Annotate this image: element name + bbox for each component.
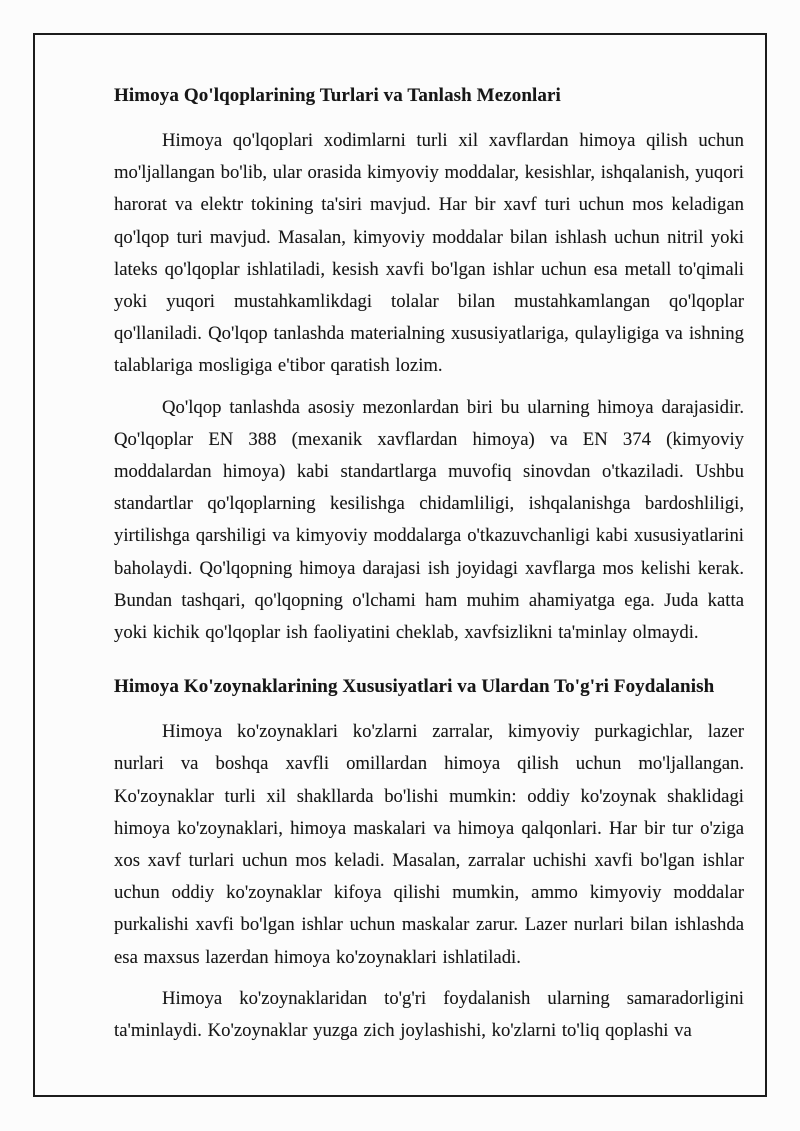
paragraph-gloves-2: Qo'lqop tanlashda asosiy mezonlardan biri bu ularning himoya darajasidir. Qo'lqoplar EN 388 (mexanik xavflardan himoya) va EN 374 (kimyoviy moddalardan himoya) kabi standartlarga muvofiq sinovdan o'tkaziladi. Ushbu standartlar qo'lqoplarning kesilishga chidamliligi, ishqalanishga bardoshliligi, yirtilishga qarshiligi va kimyoviy moddalarga o'tkazuvchanligi kabi xususiyatlarini baholaydi. Qo'lqopning himoya darajasi ish joyidagi xavflarga mos kelishi kerak. Bundan tashqari, qo'lqopning o'lchami ham muhim ahamiyatga ega. Juda katta yoki kichik qo'lqoplar ish faoliyatini cheklab, xavfsizlikni ta'minlay olmaydi. [114,396,744,644]
paragraph-goggles-1: Himoya ko'zoynaklari ko'zlarni zarralar, kimyoviy purkagichlar, lazer nurlari va boshqa xavfli omillardan himoya qilish uchun mo'ljallangan. Ko'zoynaklar turli xil shakllarda bo'lishi mumkin: oddiy ko'zoynak shaklidagi himoya ko'zoynaklari, himoya maskalari va himoya qalqonlari. Har bir tur o'ziga xos xavf turlari uchun mos keladi. Masalan, zarralar uchishi xavfi bo'lgan ishlar uchun oddiy ko'zoynaklar kifoya qilishi mumkin, ammo kimyoviy moddalar purkalishi xavfi bo'lgan ishlar uchun maskalar zarur. Lazer nurlari bilan ishlashda esa maxsus lazerdan himoya ko'zoynaklari ishlatiladi. [114,721,744,968]
paragraph-goggles-2: Himoya ko'zoynaklaridan to'g'ri foydalanish ularning samaradorligini ta'minlaydi. Ko'zoynaklar yuzga zich joylashishi, ko'zlarni to'liq qoplashi va [114,987,744,1042]
section-heading-gloves: Himoya Qo'lqoplarining Turlari va Tanlash Mezonlari [114,85,561,106]
page-border-frame [33,33,767,1097]
paragraph-gloves-1: Himoya qo'lqoplari xodimlarni turli xil xavflardan himoya qilish uchun mo'ljallangan bo'lib, ular orasida kimyoviy moddalar, kesishlar, ishqalanish, yuqori harorat va elektr tokining ta'siri mavjud. Har bir xavf turi uchun mos keladigan qo'lqop turi mavjud. Masalan, kimyoviy moddalar bilan ishlash uchun nitril yoki lateks qo'lqoplar ishlatiladi, kesish xavfi bo'lgan ishlar uchun esa metall to'qimali yoki yuqori mustahkamlikdagi tolalar bilan mustahkamlangan qo'lqoplar qo'llaniladi. Qo'lqop tanlashda materialning xususiyatlariga, qulayligiga va ishning talablariga mosligiga e'tibor qaratish lozim. [114,130,744,377]
section-goggles [114,671,744,1047]
section-heading-goggles: Himoya Ko'zoynaklarining Xususiyatlari va Ulardan To'g'ri Foydalanish [114,676,715,698]
section-gloves [114,80,744,649]
